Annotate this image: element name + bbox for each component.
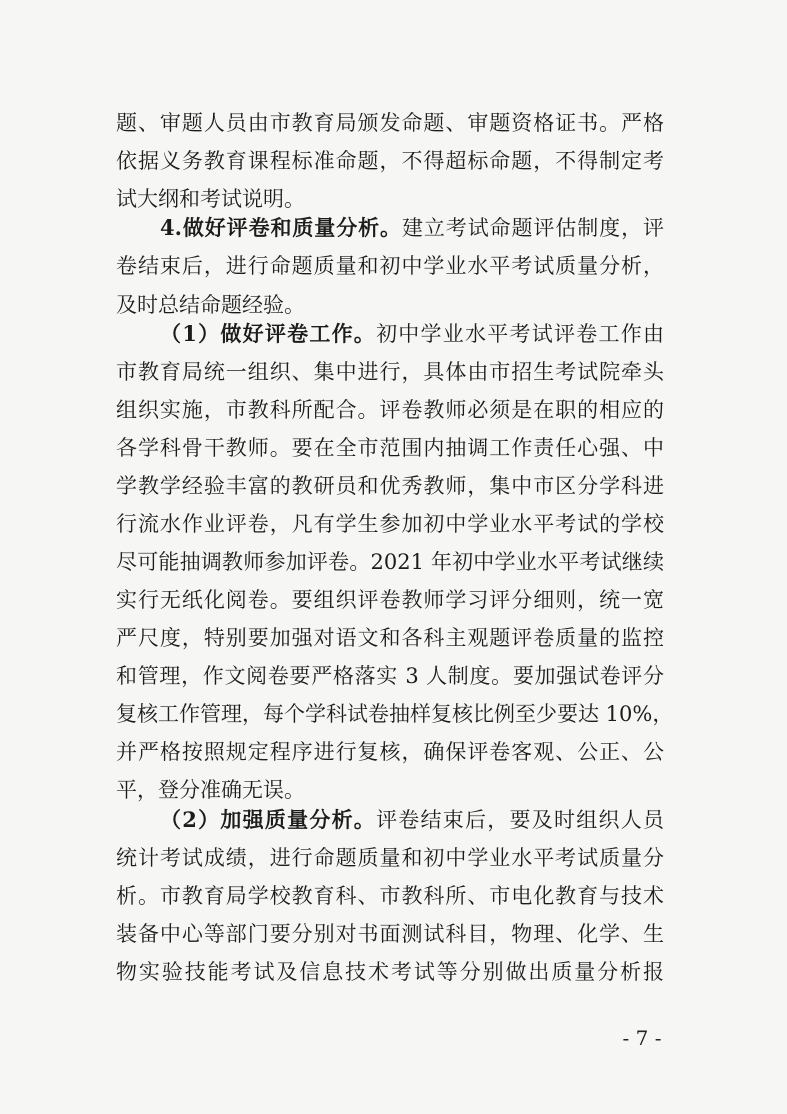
section-heading-line <box>160 213 664 243</box>
line-text: 组织实施，市教科所配合。评卷教师必须是在职的相应的 <box>116 398 664 422</box>
subsection-heading: （2）加强质量分析。 <box>160 807 377 832</box>
line-text: 建立考试命题评估制度，评 <box>401 216 664 240</box>
line-text: 行流水作业评卷，凡有学生参加初中学业水平考试的学校 <box>116 512 664 536</box>
line-text: 析。市教育局学校教育科、市教科所、市电化教育与技术 <box>116 884 664 908</box>
text-line <box>116 251 664 281</box>
line-text: 卷结束后，进行命题质量和初中学业水平考试质量分析， <box>116 254 664 278</box>
line-text: 依据义务教育课程标准命题，不得超标命题，不得制定考 <box>116 149 664 173</box>
line-text: 统计考试成绩，进行命题质量和初中学业水平考试质量分 <box>116 846 664 870</box>
line-text: 评卷结束后，要及时组织人员 <box>376 808 664 832</box>
line-text: 学教学经验丰富的教研员和优秀教师，集中市区分学科进 <box>116 474 664 498</box>
text-line <box>116 357 664 387</box>
text-line <box>116 881 664 911</box>
text-line <box>116 957 664 987</box>
line-text: 并严格按照规定程序进行复核，确保评卷客观、公正、公 <box>116 740 664 764</box>
text-line <box>116 661 664 691</box>
text-line <box>116 509 664 539</box>
text-line <box>116 108 664 138</box>
text-line <box>116 623 664 653</box>
text-line <box>116 775 664 805</box>
line-text: 各学科骨干教师。要在全市范围内抽调工作责任心强、中 <box>116 436 664 460</box>
text-line <box>116 737 664 767</box>
text-line <box>116 290 664 320</box>
line-text: 严尺度，特别要加强对语文和各科主观题评卷质量的监控 <box>116 626 664 650</box>
line-text: 装备中心等部门要分别对书面测试科目，物理、化学、生 <box>116 922 664 946</box>
subsection-heading-line <box>160 805 664 835</box>
line-text: 试大纲和考试说明。 <box>116 187 305 211</box>
text-line <box>116 146 664 176</box>
line-text: 和管理，作文阅卷要严格落实 3 人制度。要加强试卷评分 <box>116 664 664 688</box>
text-line <box>116 699 674 729</box>
line-text: 平，登分准确无误。 <box>116 778 305 802</box>
text-line <box>116 843 664 873</box>
line-text: 市教育局统一组织、集中进行，具体由市招生考试院牵头 <box>116 360 664 384</box>
line-text: 初中学业水平考试评卷工作由 <box>376 322 664 346</box>
text-line <box>116 395 664 425</box>
line-text: 实行无纸化阅卷。要组织评卷教师学习评分细则，统一宽 <box>116 588 664 612</box>
text-line <box>116 547 664 577</box>
line-text: 复核工作管理，每个学科试卷抽样复核比例至少要达 10%， <box>116 702 674 726</box>
subsection-heading: （1）做好评卷工作。 <box>160 321 377 346</box>
text-line <box>116 919 664 949</box>
section-heading: 4.做好评卷和质量分析。 <box>160 215 402 240</box>
line-text: 物实验技能考试及信息技术考试等分别做出质量分析报 <box>116 960 664 984</box>
subsection-heading-line <box>160 319 664 349</box>
text-line <box>116 471 664 501</box>
text-line <box>116 433 664 463</box>
text-line <box>116 184 664 214</box>
line-text: 及时总结命题经验。 <box>116 293 305 317</box>
page-number: - 7 - <box>622 1026 662 1050</box>
text-line <box>116 585 664 615</box>
line-text: 题、审题人员由市教育局颁发命题、审题资格证书。严格 <box>116 111 664 135</box>
line-text: 尽可能抽调教师参加评卷。2021 年初中学业水平考试继续 <box>116 550 664 574</box>
